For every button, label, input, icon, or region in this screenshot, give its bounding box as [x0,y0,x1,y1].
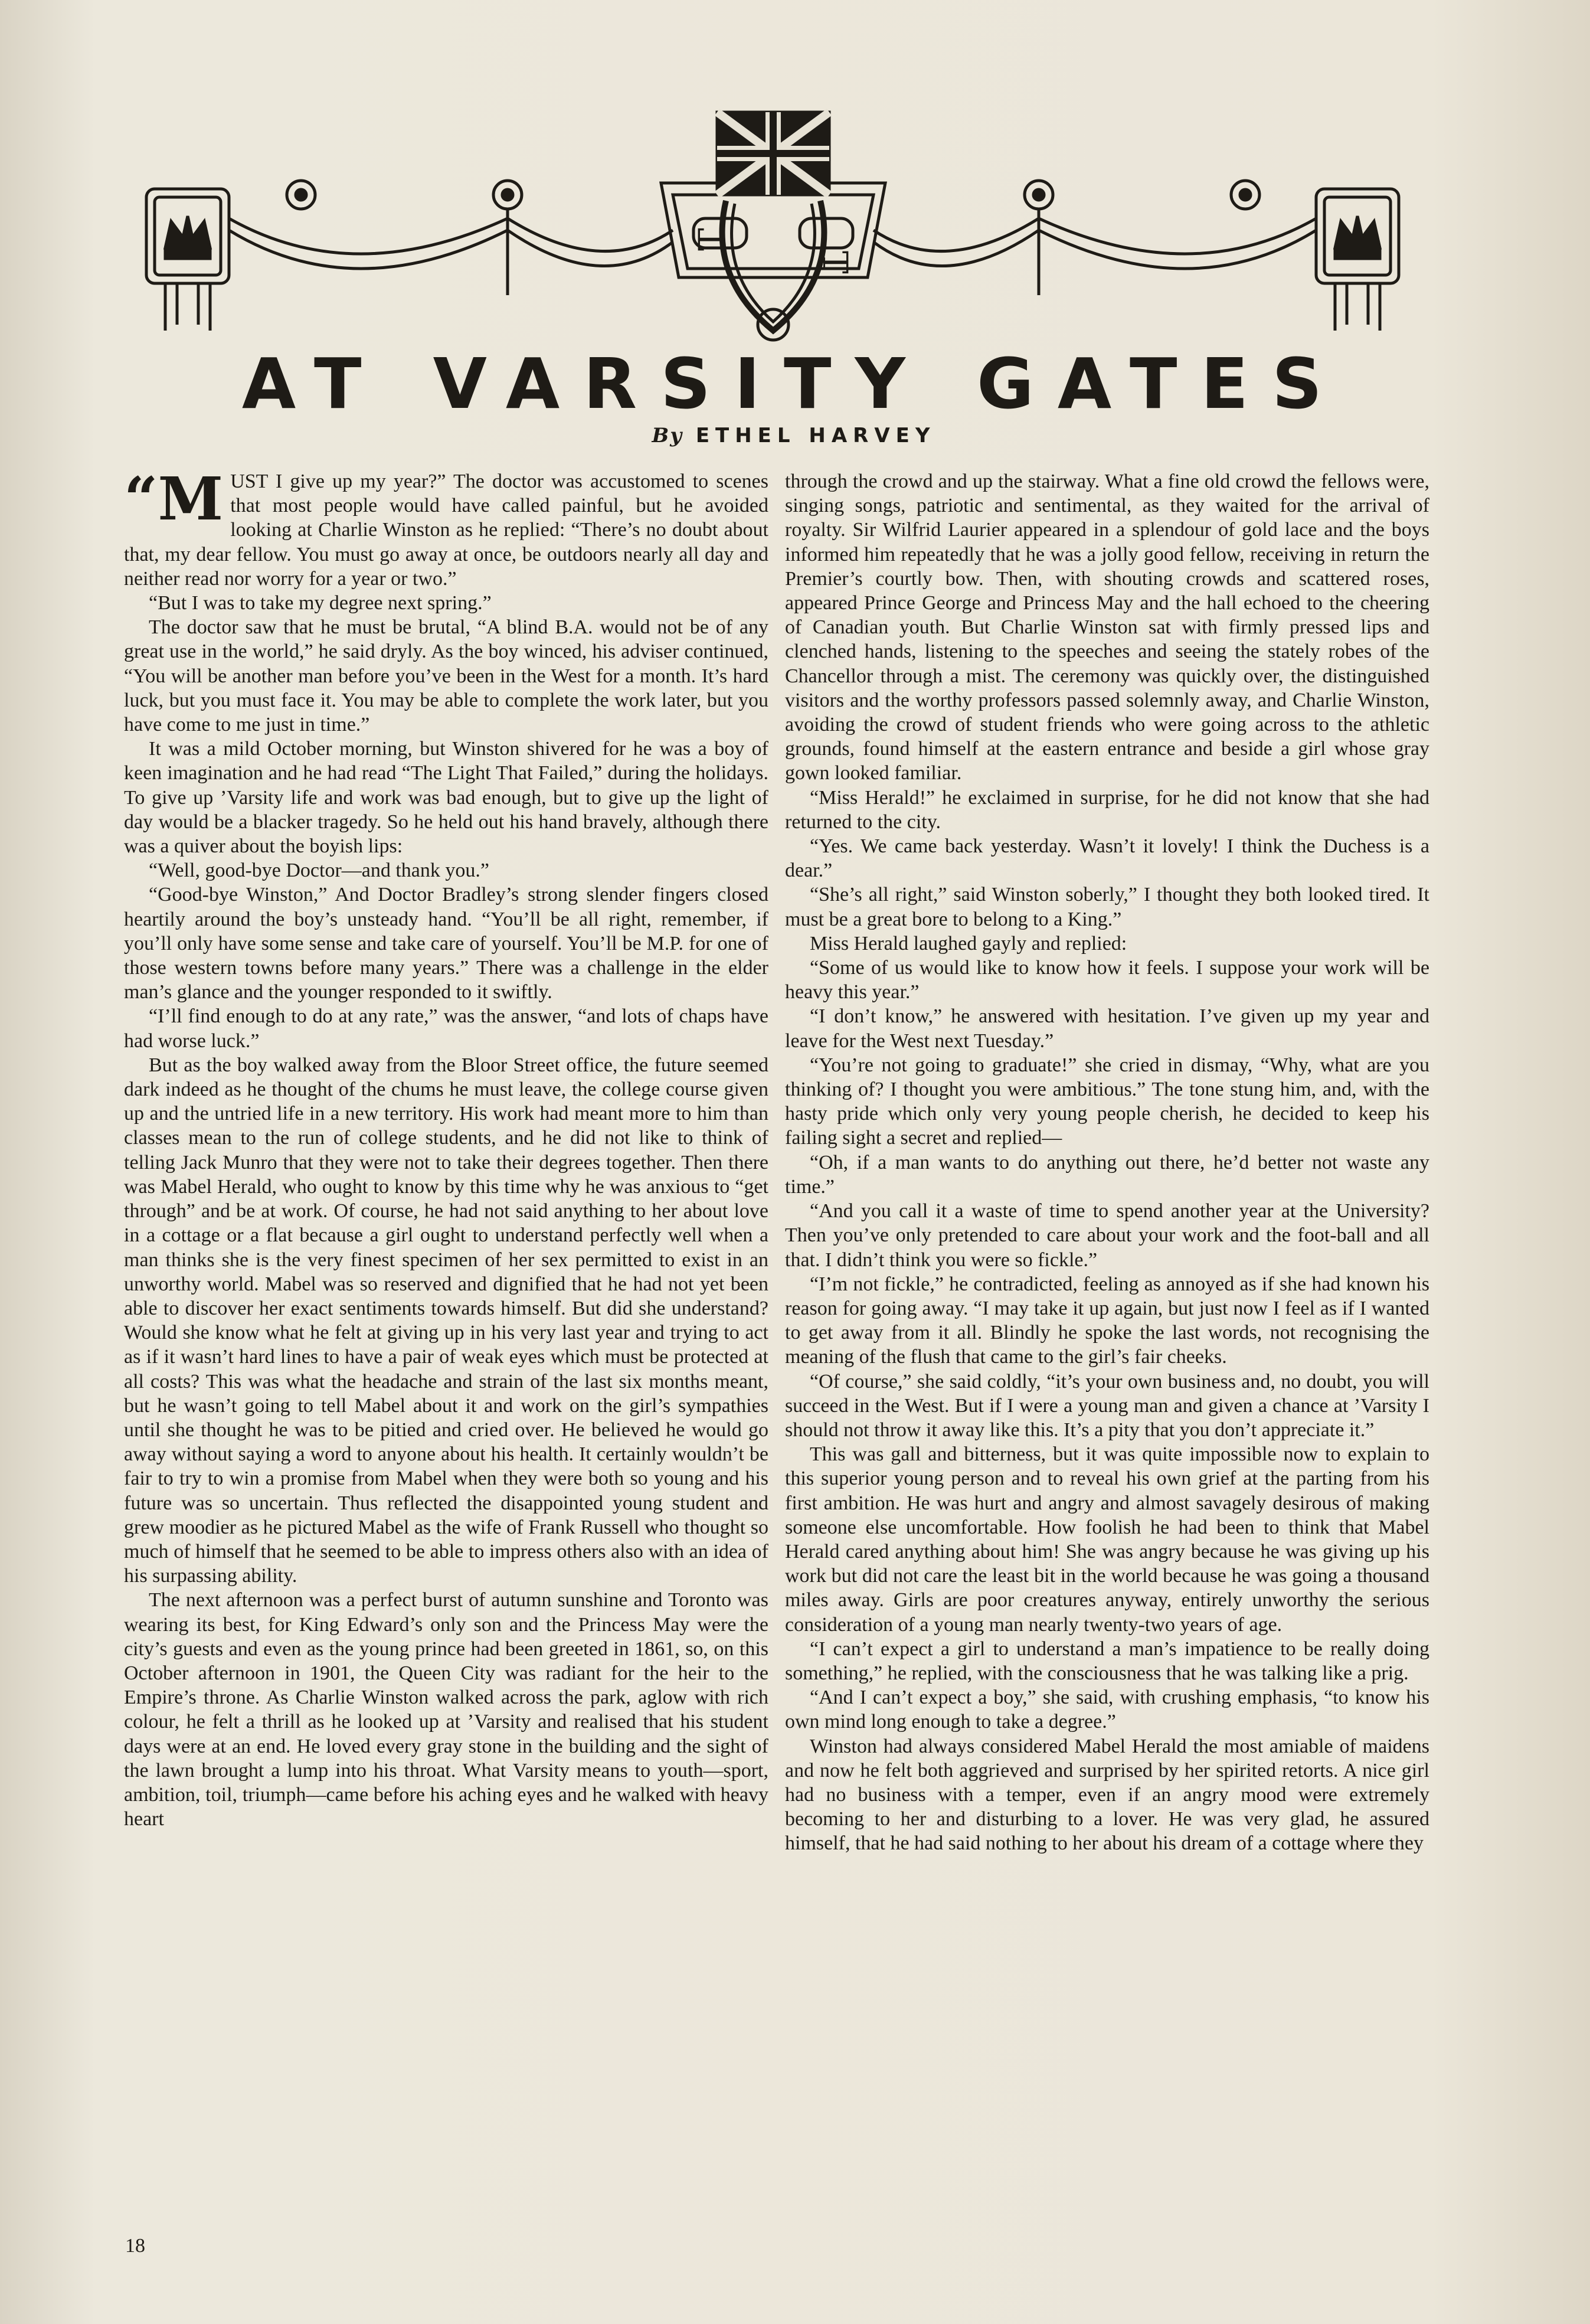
paragraph: “Well, good-bye Doctor—and thank you.” [149,859,489,882]
paragraph: “Miss Herald!” he exclaimed in surprise, for he did not know that she had returned to the city. [785,786,1429,833]
article-title: AT VARSITY GATES [241,343,1346,424]
paragraph: “And you call it a waste of time to spend another year at the University? Then you’ve only pretended to care about your work and the foot-ball and all that. I didn’t think you were so fickle.” [785,1200,1429,1271]
paragraph: “Of course,” she said coldly, “it’s your own business and, no doubt, you will succeed in the West. But if I were a young man and given a chance at ’Varsity I should not throw it away like this. It’s a pity that you don’t appreciate it.” [785,1370,1429,1441]
paragraph: “She’s all right,” said Winston soberly,” I thought they both looked tired. It must be a great bore to belong to a King.” [785,884,1429,930]
byline-author: ETHEL HARVEY [695,424,936,447]
paragraph: This was gall and bitterness, but it was quite impossible now to explain to this superior young person and to reveal his own grief at the parting from his first ambition. He was hurt and angry and almost savagely desirous of making someone else uncomfortable. How foolish he had been to think that Mabel Herald cared anything about him! She was angry because he was giving up his work but did not care the least bit in the world because he was going a thousand miles away. Girls are poor creatures anyway, entirely unworthy the serious consideration of a young man nearly twenty-two years of age. [785,1443,1429,1636]
paragraph: “Some of us would like to know how it feels. I suppose your work will be heavy this year.” [785,957,1429,1004]
right-column [785,469,1429,2231]
royal-banner-ornament [142,100,1405,348]
paragraph: “And I can’t expect a boy,” she said, with crushing emphasis, “to know his own mind long enough to take a degree.” [785,1686,1429,1733]
ornament-initial-right: T [815,251,855,274]
paragraph: “Good-bye Winston,” And Doctor Bradley’s strong slender fingers closed heartily around the boy’s unsteady hand. “You’ll be all right, remember, if you’ll only have some sense and take care of yourself. You’ll be M.P. for one of those western towns before many years.” There was a challenge in the elder man’s glance and the younger responded to it swiftly. [124,884,768,1004]
left-column [124,469,768,2231]
paragraph: through the crowd and up the stairway. What a fine old crowd the fellows were, singing songs, patriotic and sentimental, as they waited for the arrival of royalty. Sir Wilfrid Laurier appeared in a splendour of gold lace and the boys informed him repeatedly that he was a jolly good fellow, receiving in return the Premier’s courtly bow. Then, with shouting crowds and scattered roses, appeared Prince George and Princess May and the hall echoed to the cheering of Canadian youth. But Charlie Winston sat with firmly pressed lips and clenched hands, listening to the speeches and seeing the stately robes of the Chancellor through a mist. The ceremony was quickly over, the distinguished visitors and the worthy professors passed solemnly away, and Charlie Winston, avoiding the crowd of student friends who were going across to the athletic grounds, found himself at the eastern entrance and beside a girl whose gray gown looked familiar. [785,470,1429,785]
page-number: 18 [125,2235,145,2257]
paragraph: Miss Herald laughed gayly and replied: [810,932,1127,955]
paragraph: “I don’t know,” he answered with hesitation. I’ve given up my year and leave for the West next Tuesday.” [785,1005,1429,1052]
paragraph: UST I give up my year?” The doctor was accustomed to scenes that most people would have called painful, but he avoided looking at Charlie Winston as he replied: “There’s no doubt about that, my dear fellow. You must go away at once, be outdoors nearly all day and neither read nor worry for a year or two.” [124,470,768,590]
paragraph: “But I was to take my degree next spring.” [149,592,492,614]
paragraph: “I’ll find enough to do at any rate,” was the answer, “and lots of chaps have had worse luck.” [124,1005,768,1052]
byline [177,418,1411,453]
drop-cap: “M [124,469,224,534]
paragraph: It was a mild October morning, but Winston shivered for he was a boy of keen imagination and he had read “The Light That Failed,” during the holidays. To give up ’Varsity life and work was bad enough, but to give up the light of day would be a blacker tragedy. So he held out his hand bravely, although there was a quiver about the boyish lips: [124,738,768,858]
paragraph: “I can’t expect a girl to understand a man’s impatience to be really doing something,” he replied, with the consciousness that he was talking like a prig. [785,1637,1429,1684]
ornament-initial-left: T [691,228,731,251]
byline-by: By [652,424,683,447]
paragraph: “You’re not going to graduate!” she cried in dismay, “Why, what are you thinking of? I thought you were ambitious.” The tone stung him, and, with the hasty pride which only very young people cherish, he decided to keep his failing sight a secret and replied— [785,1054,1429,1149]
paragraph: Winston had always considered Mabel Herald the most amiable of maidens and now he felt both aggrieved and surprised by her spirited retorts. A nice girl had no business with a temper, even if an angry mood were extremely becoming to her and disturbing to a lover. He was very glad, he assured himself, that he had said nothing to her about his dream of a cottage where they [785,1735,1429,1855]
paragraph: “Oh, if a man wants to do anything out there, he’d better not waste any time.” [785,1151,1429,1198]
paragraph: The next afternoon was a perfect burst of autumn sunshine and Toronto was wearing its best, for King Edward’s only son and the Princess May were the city’s guests and even as the young prince had been greeted in 1861, so, on this October afternoon in 1901, the Queen City was radiant for the heir to the Empire’s throne. As Charlie Winston walked across the park, aglow with rich colour, he felt a thrill as he looked up at ’Varsity and realised that his student days were at an end. He loved every gray stone in the building and the sight of the lawn brought a lump into his throat. What Varsity means to youth—sport, ambition, toil, triumph—came before his aching eyes and he walked with heavy heart [124,1589,768,1831]
paragraph: But as the boy walked away from the Bloor Street office, the future seemed dark indeed as he thought of the chums he must leave, the college course given up and the untried life in a new territory. His work had meant more to him than classes mean to the run of college students, and he did not like to think of telling Jack Munro that they were not to take their degrees together. Then there was Mabel Herald, who ought to know by this time why he was anxious to “get through” and be at work. Of course, he had not said anything to her about love in a cottage or a flat because a girl ought to understand perfectly well when a man thinks she is the very finest specimen of her sex permitted to exist in an unworthy world. Mabel was so reserved and dignified that he had not yet been able to discover her exact sentiments towards himself. But did she understand? Would she know what he felt at giving up in his very last year and trying to act as if it wasn’t hard lines to have a pair of weak eyes which must be protected at all costs? This was what the headache and strain of the last six months meant, but he wasn’t going to tell Mabel about it and work on the girl’s sympathies until she thought he was to be pitied and cried over. He believed he would go away without saying a word to anyone about his health. It certainly wouldn’t be fair to try to win a promise from Mabel when they were both so young and his future was so uncertain. Thus reflected the disappointed young student and grew moodier as he pictured Mabel as the wife of Frank Russell who thought so much of himself that he seemed to be able to impress others also with an idea of his surpassing ability. [124,1054,768,1587]
paragraph: The doctor saw that he must be brutal, “A blind B.A. would not be of any great use in the world,” he said dryly. As the boy winced, his adviser continued, “You will be another man before you’ve been in the West for a month. It’s hard luck, but you must face it. You may be able to complete the work later, but you have come to me just in time.” [124,616,768,736]
paragraph: “I’m not fickle,” he contradicted, feeling as annoyed as if she had known his reason for going away. “I may take it up again, but just now I feel as if I wanted to get away from it all. Blindly he spoke the last words, not recognising the meaning of the flush that came to the girl’s fair cheeks. [785,1273,1429,1368]
paragraph: “Yes. We came back yesterday. Wasn’t it lovely! I think the Duchess is a dear.” [785,835,1429,882]
